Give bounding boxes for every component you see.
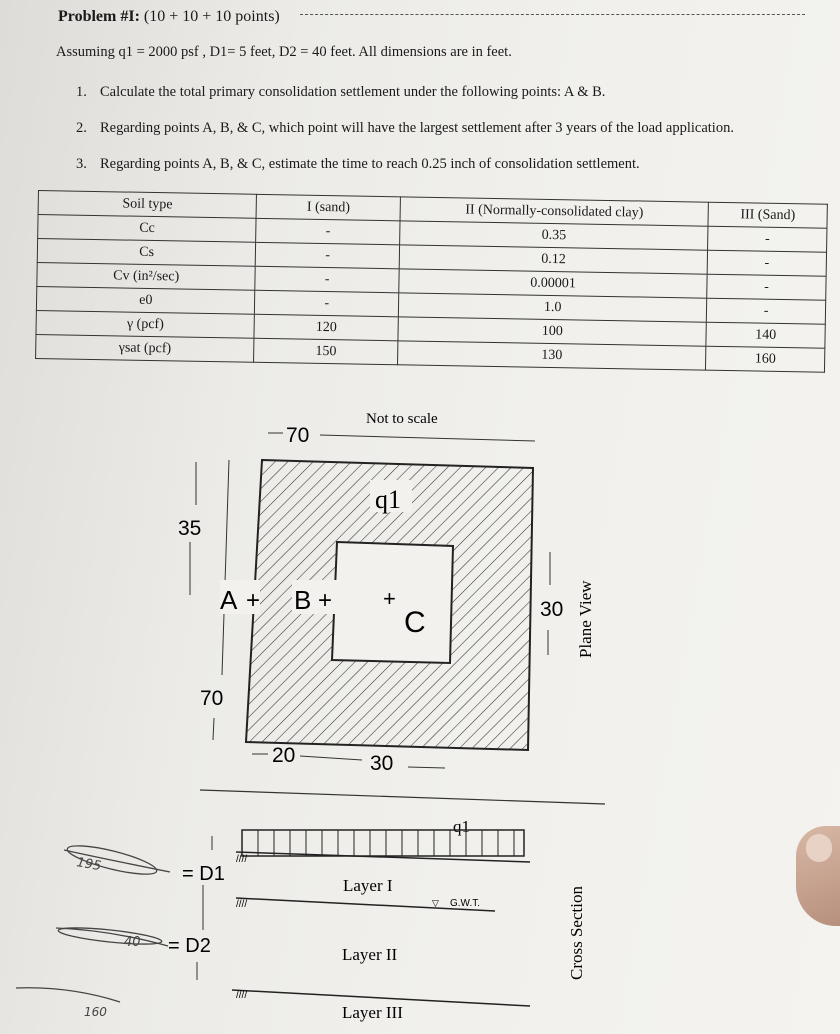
load-label-q1: q1 <box>375 485 401 514</box>
table-cell: - <box>707 298 826 324</box>
handwritten-note-3: 160 <box>84 1005 107 1019</box>
question-number: 2. <box>76 120 87 136</box>
table-cell: 140 <box>706 322 825 348</box>
dim-left-upper-label: 35 <box>178 517 202 540</box>
depth-d1-value: D1 <box>199 863 225 885</box>
question-number: 3. <box>76 156 87 172</box>
dim-line-bottom <box>408 767 445 768</box>
table-cell: 0.00001 <box>399 269 708 298</box>
point-b-marker: + <box>318 587 333 614</box>
question-1 <box>76 84 605 101</box>
section-load-label: q1 <box>453 817 470 836</box>
ground-hatch-icon: //// <box>236 990 248 1001</box>
problem-assumption: Assuming q1 = 2000 psf , D1= 5 feet, D2 = 40 feet. All dimensions are in feet. <box>56 44 512 60</box>
table-cell: - <box>707 274 826 300</box>
depth-d2-value: D2 <box>185 935 211 957</box>
table-cell: 0.35 <box>400 221 709 250</box>
question-text: Regarding points A, B, & C, estimate the time to reach 0.25 inch of consolidation settlement. <box>100 156 640 172</box>
point-c-marker: + <box>383 586 396 611</box>
table-cell: e0 <box>36 286 255 314</box>
dim-line-left-long <box>222 460 229 675</box>
table-cell: γsat (pcf) <box>36 334 255 362</box>
dim-top-label: 70 <box>286 424 310 447</box>
table-header-cell: III (Sand) <box>708 202 827 228</box>
question-3 <box>76 156 640 173</box>
table-cell: 120 <box>254 314 398 341</box>
dim-line-left-long <box>213 718 214 740</box>
water-table-icon: ▽ <box>432 898 439 908</box>
table-cell: - <box>708 226 827 252</box>
table-cell: γ (pcf) <box>36 310 255 338</box>
dim-right-label: 30 <box>540 598 564 621</box>
layer-1-label: Layer I <box>343 876 393 895</box>
problem-number: Problem #I: <box>58 8 140 25</box>
point-a-label: A <box>220 585 238 615</box>
table-header-cell: I (sand) <box>256 194 400 221</box>
cross-section <box>168 817 586 1022</box>
table-cell: 130 <box>398 341 707 370</box>
depth-d2-label: = D2 <box>168 935 211 957</box>
not-to-scale-note: Not to scale <box>366 411 438 427</box>
table-header-cell: II (Normally-consolidated clay) <box>400 197 709 226</box>
handwritten-scribble <box>16 988 120 1002</box>
handwritten-note-2: 40 <box>124 935 141 950</box>
question-2 <box>76 120 734 137</box>
top-border-line <box>300 14 805 15</box>
table-cell: Cv (in²/sec) <box>37 262 256 290</box>
question-text: Calculate the total primary consolidation settlement under the following points: A & B. <box>100 84 606 100</box>
problem-title <box>58 8 280 26</box>
point-c-label: C <box>404 606 426 639</box>
gwt-label: G.W.T. <box>450 898 480 909</box>
point-a-marker: + <box>246 587 261 614</box>
soil-properties-table <box>35 190 828 373</box>
handwritten-notes <box>16 840 170 1019</box>
table-cell: 150 <box>254 338 398 365</box>
table-cell: 160 <box>706 346 825 372</box>
table-cell: Cc <box>38 215 257 243</box>
dim-bottom-right-label: 30 <box>370 752 394 775</box>
table-cell: - <box>256 218 400 245</box>
plan-view-label: Plane View <box>576 580 595 658</box>
foundation-figure <box>0 380 840 1034</box>
table-cell: - <box>707 250 826 276</box>
fingernail <box>806 834 832 862</box>
dim-line-top <box>320 435 535 441</box>
table-cell: 100 <box>398 317 707 346</box>
table-header-cell: Soil type <box>38 191 257 219</box>
depth-d1-label: = D1 <box>182 863 225 885</box>
dim-left-lower-label: 70 <box>200 687 224 710</box>
question-number: 1. <box>76 84 87 100</box>
load-divisions <box>258 830 514 856</box>
plan-section-divider <box>200 790 605 804</box>
table-cell: Cs <box>37 239 256 267</box>
question-text: Regarding points A, B, & C, which point will have the largest settlement after 3 years of the load application. <box>100 120 734 136</box>
layer-2-label: Layer II <box>342 945 398 964</box>
ground-hatch-icon: //// <box>236 854 248 865</box>
table-cell: 1.0 <box>398 293 707 322</box>
cross-section-label: Cross Section <box>567 886 586 980</box>
table-cell: - <box>256 242 400 269</box>
dim-line-bottom <box>300 756 362 760</box>
plan-view <box>178 411 605 804</box>
table-cell: - <box>255 266 399 293</box>
problem-points: (10 + 10 + 10 points) <box>139 8 280 25</box>
table-cell: 0.12 <box>399 245 708 274</box>
point-b-label: B <box>294 585 312 615</box>
ground-hatch-icon: //// <box>236 899 248 910</box>
table-cell: - <box>255 290 399 317</box>
layer-3-label: Layer III <box>342 1003 403 1022</box>
handwritten-scribble <box>58 925 163 948</box>
ground-surface-line <box>236 852 530 862</box>
dim-bottom-left-label: 20 <box>272 744 296 767</box>
handwritten-note-1: 195 <box>75 855 103 875</box>
